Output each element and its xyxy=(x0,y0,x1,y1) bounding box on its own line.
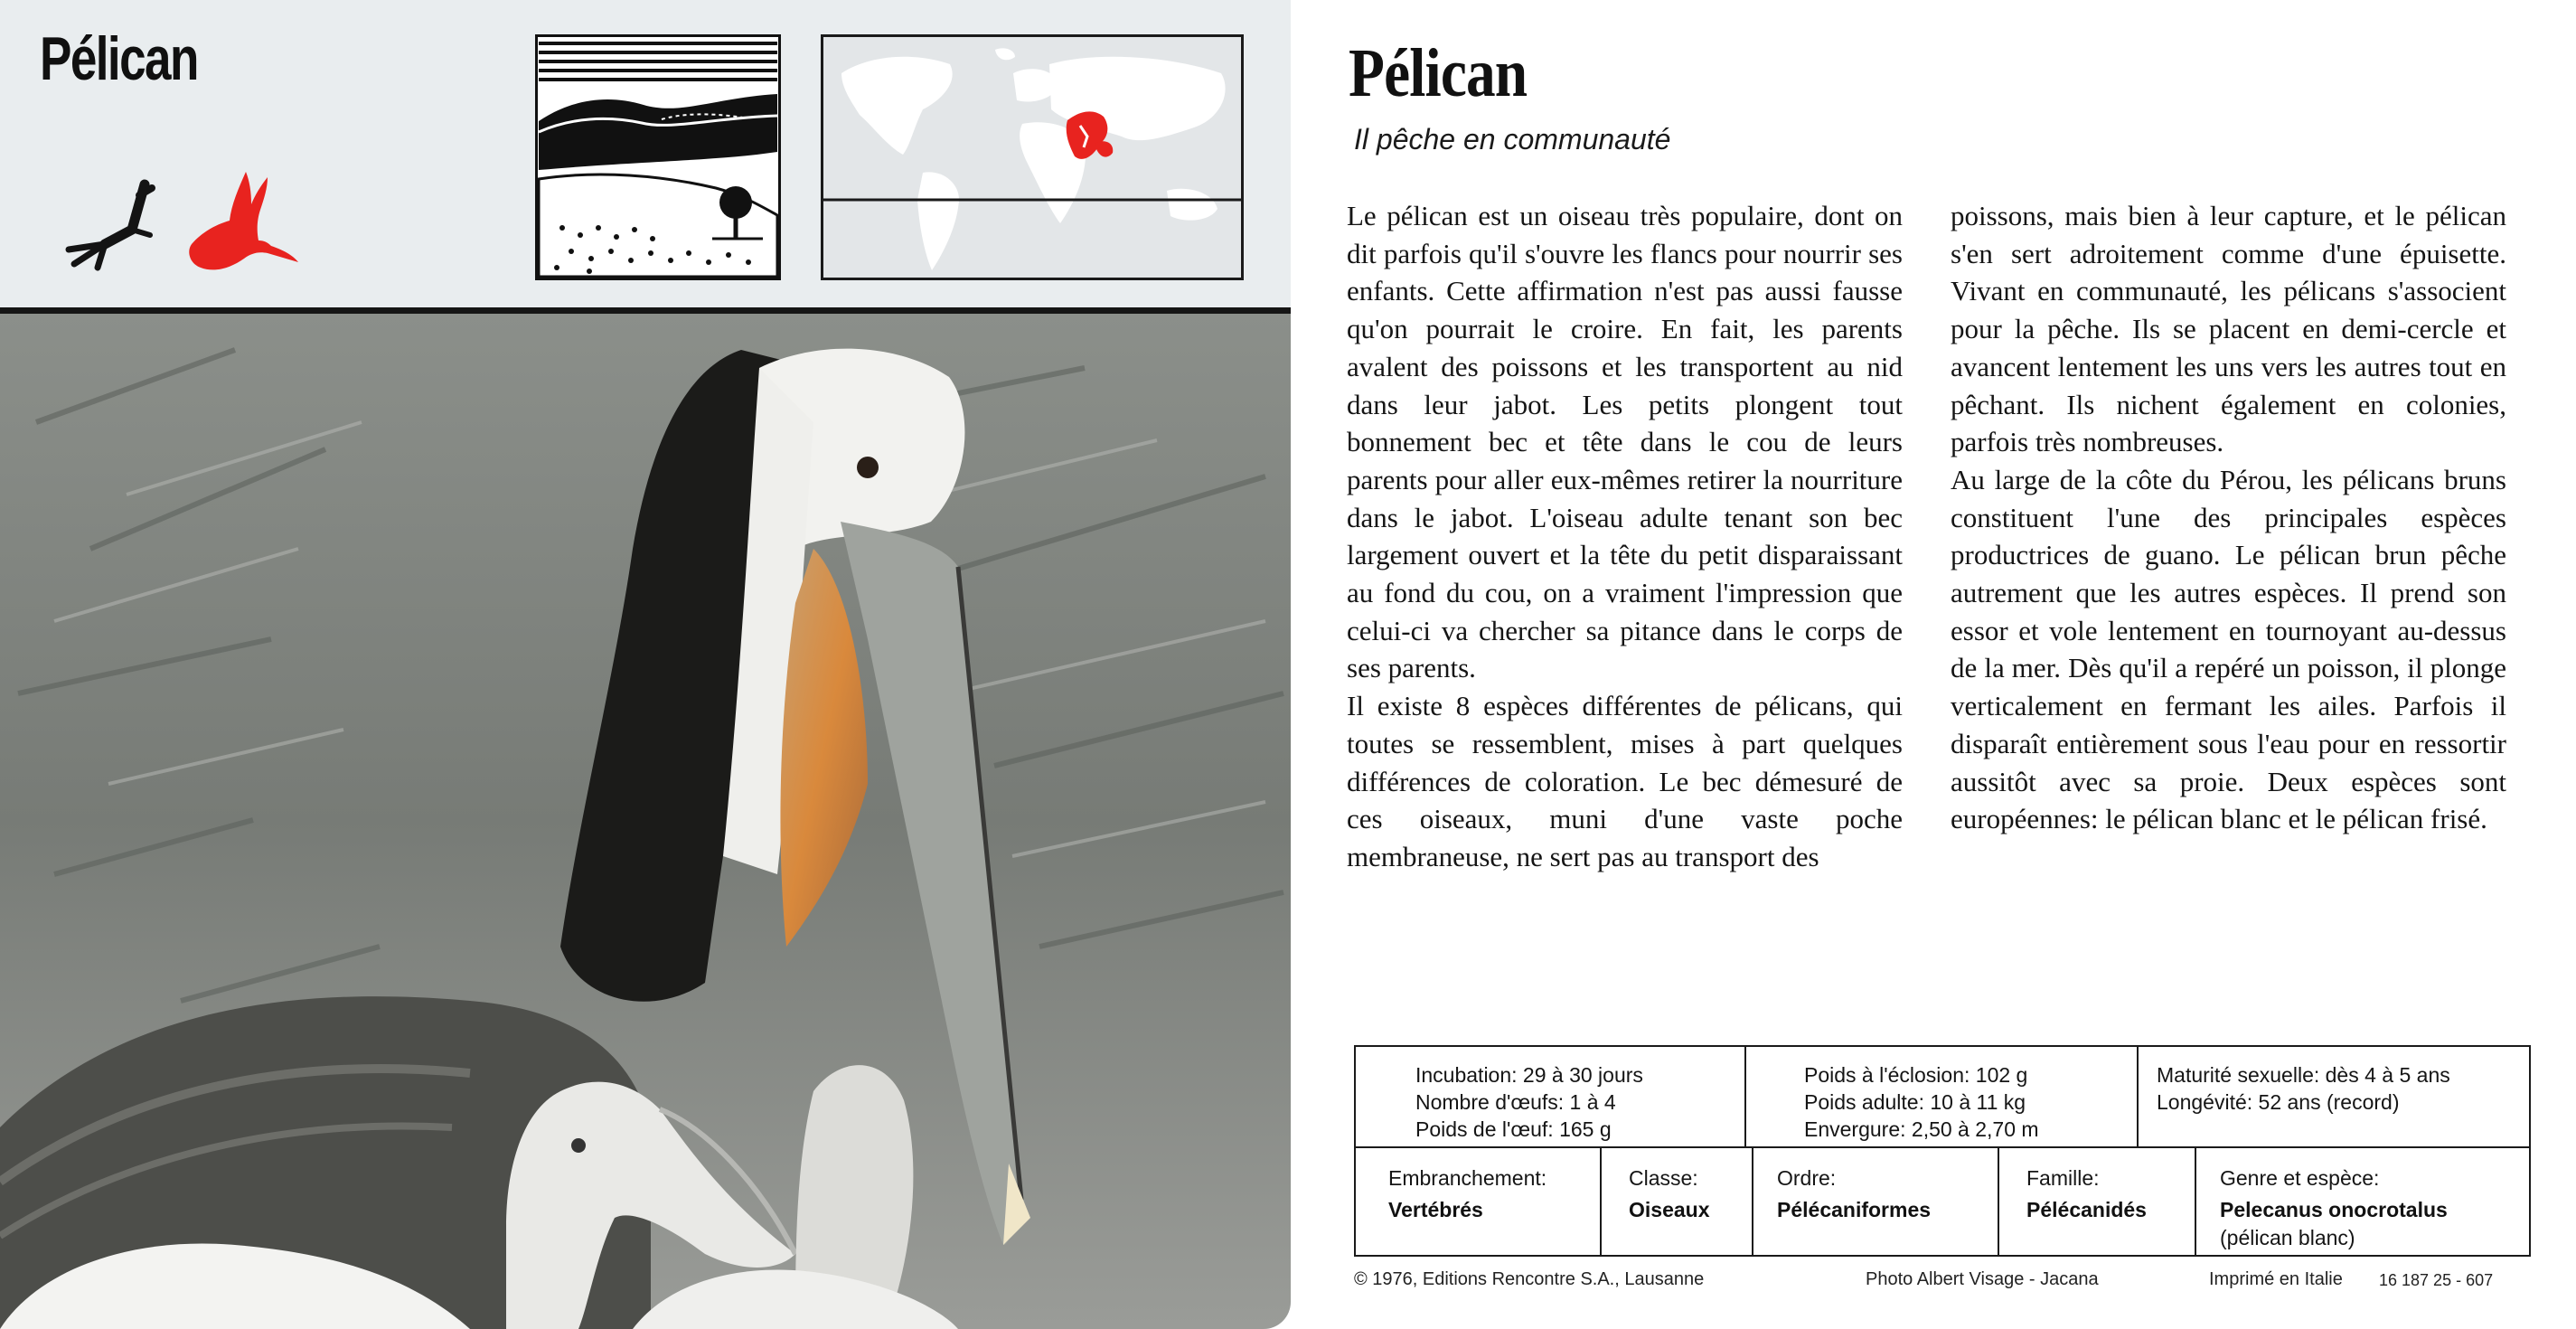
text-column-2 xyxy=(1951,197,2506,838)
card-footer xyxy=(1294,1264,2576,1300)
stat-line: Poids à l'éclosion: 102 g xyxy=(1804,1063,2028,1087)
taxonomy-label: Embranchement: xyxy=(1388,1166,1547,1190)
article-title: Pélican xyxy=(1349,35,1528,111)
paragraph: poissons, mais bien à leur capture, et le pélican s'en sert adroitement comme d'une épuisette. Vivant en communauté, les pélicans s'associent pour la pêche. Ils se placent en demi-cercle et avancent lentement les uns vers les autres tout en pêchant. Ils nichent également en colonies, parfois très nombreuses. xyxy=(1951,200,2506,458)
taxonomy-phylum xyxy=(1356,1148,1602,1255)
stat-line: Longévité: 52 ans (record) xyxy=(2157,1090,2400,1114)
taxonomy-order xyxy=(1753,1148,1999,1255)
taxonomy-family xyxy=(1999,1148,2196,1255)
copyright: © 1976, Editions Rencontre S.A., Lausanne xyxy=(1354,1269,1705,1289)
taxonomy-value: Pélécaniformes xyxy=(1777,1198,1932,1221)
flying-pelican-icon xyxy=(181,168,307,286)
stat-line: Maturité sexuelle: dès 4 à 5 ans xyxy=(2157,1063,2450,1087)
world-distribution-map xyxy=(821,34,1244,280)
stats-cell-reproduction xyxy=(1356,1047,1746,1146)
wetland-habitat-icon xyxy=(535,34,781,280)
stat-line: Nombre d'œufs: 1 à 4 xyxy=(1415,1090,1616,1114)
taxonomy-label: Famille: xyxy=(2026,1166,2100,1190)
taxonomy-value: Pelecanus onocrotalus xyxy=(2220,1198,2448,1221)
pelican-photo xyxy=(0,314,1291,1329)
printed-in: Imprimé en Italie xyxy=(2209,1269,2343,1289)
header-divider xyxy=(0,307,1291,314)
taxonomy-table xyxy=(1354,1148,2531,1257)
card-code: 16 187 25 - 607 xyxy=(2379,1271,2494,1289)
taxonomy-species xyxy=(2196,1148,2529,1255)
photo-credit: Photo Albert Visage - Jacana xyxy=(1866,1269,2099,1289)
card-title: Pélican xyxy=(40,24,198,93)
taxonomy-common-name: (pélican blanc) xyxy=(2220,1226,2355,1249)
taxonomy-value: Pélécanidés xyxy=(2026,1198,2147,1221)
stat-line: Poids adulte: 10 à 11 kg xyxy=(1804,1090,2026,1114)
taxonomy-label: Classe: xyxy=(1629,1166,1698,1190)
taxonomy-value: Oiseaux xyxy=(1629,1198,1710,1221)
article-subtitle: Il pêche en communauté xyxy=(1354,123,1671,156)
taxonomy-label: Genre et espèce: xyxy=(2220,1166,2380,1190)
world-map-graphic xyxy=(823,37,1241,278)
text-column-1 xyxy=(1347,197,1903,876)
taxonomy-value: Vertébrés xyxy=(1388,1198,1483,1221)
stat-line: Poids de l'œuf: 165 g xyxy=(1415,1117,1612,1141)
stat-line: Incubation: 29 à 30 jours xyxy=(1415,1063,1643,1087)
right-card xyxy=(1294,0,2576,1329)
paragraph: Au large de la côte du Pérou, les pélicans bruns constituent l'une des principales espèces productrices de guano. Le pélican brun pêche autrement que les autres espèces. Il prend son essor et vole lentement en tournoyant au-dessus de la mer. Dès qu'il a repéré un poisson, il plonge verticalement en fermant les ailes. Parfois il disparaît entièrement sous l'eau pour en ressortir aussitôt avec sa proie. Deux espèces sont européennes: le pélican blanc et le pélican frisé. xyxy=(1951,463,2506,835)
taxonomy-label: Ordre: xyxy=(1777,1166,1837,1190)
taxonomy-class xyxy=(1602,1148,1753,1255)
bird-feet-icon xyxy=(61,177,161,272)
stats-cell-lifespan xyxy=(2139,1047,2529,1146)
stats-cell-weights xyxy=(1746,1047,2139,1146)
stat-line: Envergure: 2,50 à 2,70 m xyxy=(1804,1117,2039,1141)
paragraph: Le pélican est un oiseau très populaire, dont on dit parfois qu'il s'ouvre les flancs pour nourrir ses enfants. Cette affirmation n'est pas aussi fausse qu'on pourrait le croire. En fait, les parents avalent des poissons et les transportent au nid dans leur jabot. Les petits plongent tout bonnement bec et tête dans le cou de leurs parents pour aller eux-mêmes retirer la nourriture dans le jabot. L'oiseau adulte tenant son bec largement ouvert et la tête du petit disparaissant au fond du cou, on a vraiment l'impression que celui-ci va chercher sa pitance dans le corps de ses parents. xyxy=(1347,200,1903,684)
paragraph: Il existe 8 espèces différentes de pélicans, qui toutes se ressemblent, mises à part quelques différences de coloration. Le bec démesuré de ces oiseaux, muni d'une vaste poche membraneuse, ne sert pas au transport des xyxy=(1347,690,1903,872)
stats-table xyxy=(1354,1045,2531,1148)
